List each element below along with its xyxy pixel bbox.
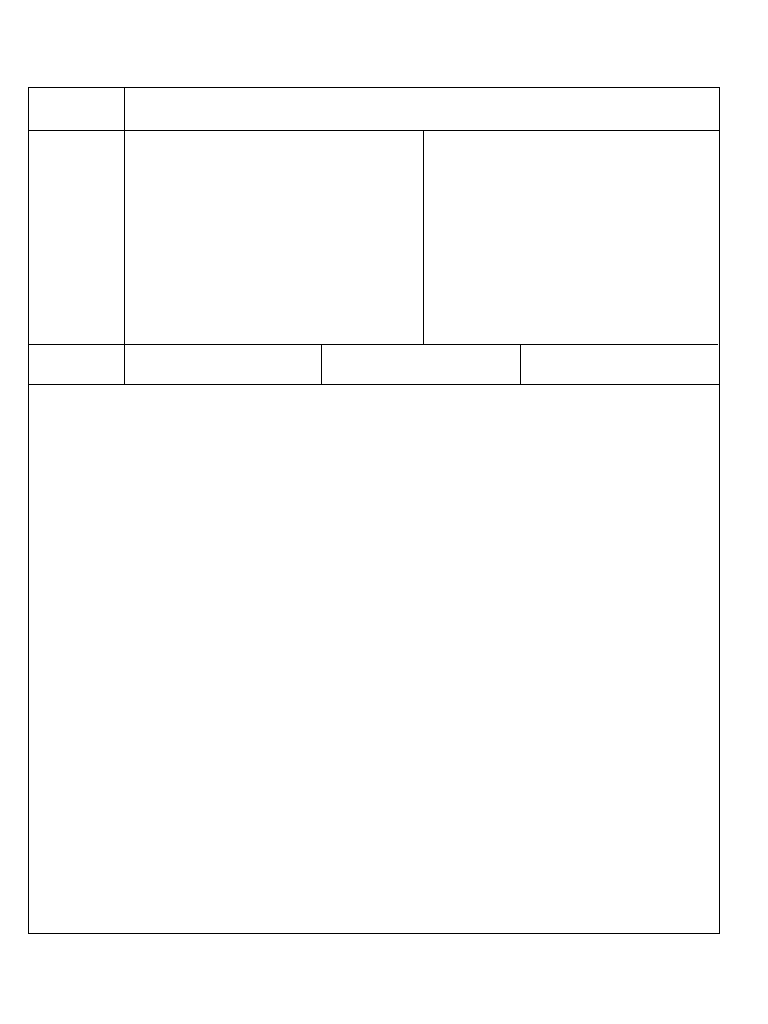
level-value (125, 88, 719, 131)
sesi-col-1 (125, 345, 322, 385)
level-label (29, 88, 125, 131)
sesi-col-3 (521, 345, 719, 385)
materials-table (28, 87, 720, 934)
sesi-label (29, 345, 125, 385)
tujuan-left-cell (125, 131, 424, 345)
sesi-col-2 (322, 345, 521, 385)
tujuan-right-cell (423, 131, 718, 345)
tujuan-label (29, 131, 125, 345)
